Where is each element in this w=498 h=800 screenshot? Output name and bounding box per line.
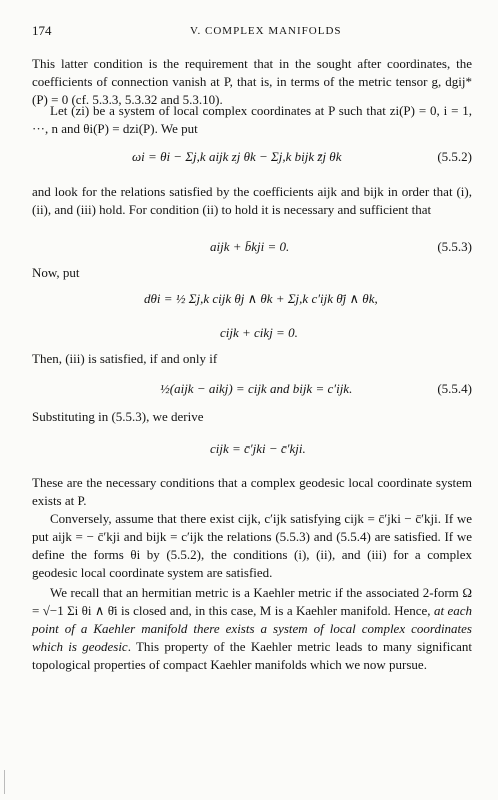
equation-number: (5.5.2) bbox=[437, 149, 472, 164]
equation-body: cijk = c̄′jki − c̄′kji. bbox=[210, 441, 306, 456]
equation-dtheta bbox=[32, 290, 472, 310]
now-put-text: Now, put bbox=[32, 265, 80, 280]
paragraph-6-theorem: at each point of a Kaehler manifold there exists a system of local complex coordinates which is geodesic bbox=[32, 603, 472, 654]
equation-5-5-3 bbox=[32, 238, 472, 258]
equation-5-5-4 bbox=[32, 380, 472, 400]
paragraph-4: These are the necessary conditions that a complex geodesic local coordinate system exists at P. bbox=[32, 475, 472, 508]
paragraph-3: and look for the relations satisfied by the coefficients aijk and bijk in order that (i), (ii), and (iii) hold. For condition (ii) to hold it is necessary and sufficient that bbox=[32, 184, 472, 217]
equation-c-antisymmetry bbox=[32, 324, 472, 344]
paragraph-6-text-a: We recall that an hermitian metric is a Kaehler metric if the associated 2-form Ω = √−1 Σi θi ∧ θ̄i is closed and, in this case, M is a Kaehler manifold. Hence, bbox=[32, 585, 472, 618]
equation-5-5-2 bbox=[32, 148, 472, 168]
paragraph-6-text-c: . This property of the Kaehler metric leads to many significant topological properties of compact Kaehler manifolds which we now pursue. bbox=[32, 639, 472, 672]
equation-derived bbox=[32, 440, 472, 460]
margin-mark bbox=[4, 770, 5, 794]
running-head: V. COMPLEX MANIFOLDS bbox=[190, 25, 342, 37]
page-number: 174 bbox=[32, 23, 52, 38]
equation-number: (5.5.4) bbox=[437, 381, 472, 396]
page-header bbox=[32, 22, 472, 40]
equation-body: dθi = ½ Σj,k cijk θj ∧ θk + Σj,k c′ijk θ̄j ∧ θk, bbox=[144, 291, 378, 306]
paragraph-1: This latter condition is the requirement that in the sought after coordinates, the coefficients of connection vanish at P, that is, in terms of the metric tensor g, dgij*(P) = 0 (cf. 5.3.3, 5.3.32 and 5.3.10). bbox=[32, 56, 472, 107]
equation-body: ½(aijk − aikj) = cijk and bijk = c′ijk. bbox=[160, 381, 353, 396]
paragraph-2: Let (zi) be a system of local complex coordinates at P such that zi(P) = 0, i = 1, ···, n and θi(P) = dzi(P). We put bbox=[32, 103, 472, 136]
then-text: Then, (iii) is satisfied, if and only if bbox=[32, 351, 218, 366]
equation-body: cijk + cikj = 0. bbox=[220, 325, 298, 340]
equation-body: ωi = θi − Σj,k aijk zj θk − Σj,k bijk z̄j θk bbox=[132, 149, 342, 164]
paragraph-5: Conversely, assume that there exist cijk, c′ijk satisfying cijk = c̄′jki − c̄′kji. If we put aijk = − c̄′kji and bijk = c′ijk the relations (5.5.3) and (5.5.4) are satisfied. If we define the forms θi by (5.5.2), the conditions (i), (ii), and (iii) for a complex geodesic local coordinate system are satisfied. bbox=[32, 511, 472, 580]
equation-number: (5.5.3) bbox=[437, 239, 472, 254]
paragraph-6 bbox=[32, 584, 472, 674]
substituting-text: Substituting in (5.5.3), we derive bbox=[32, 409, 204, 424]
equation-body: aijk + b̄kji = 0. bbox=[210, 239, 290, 254]
